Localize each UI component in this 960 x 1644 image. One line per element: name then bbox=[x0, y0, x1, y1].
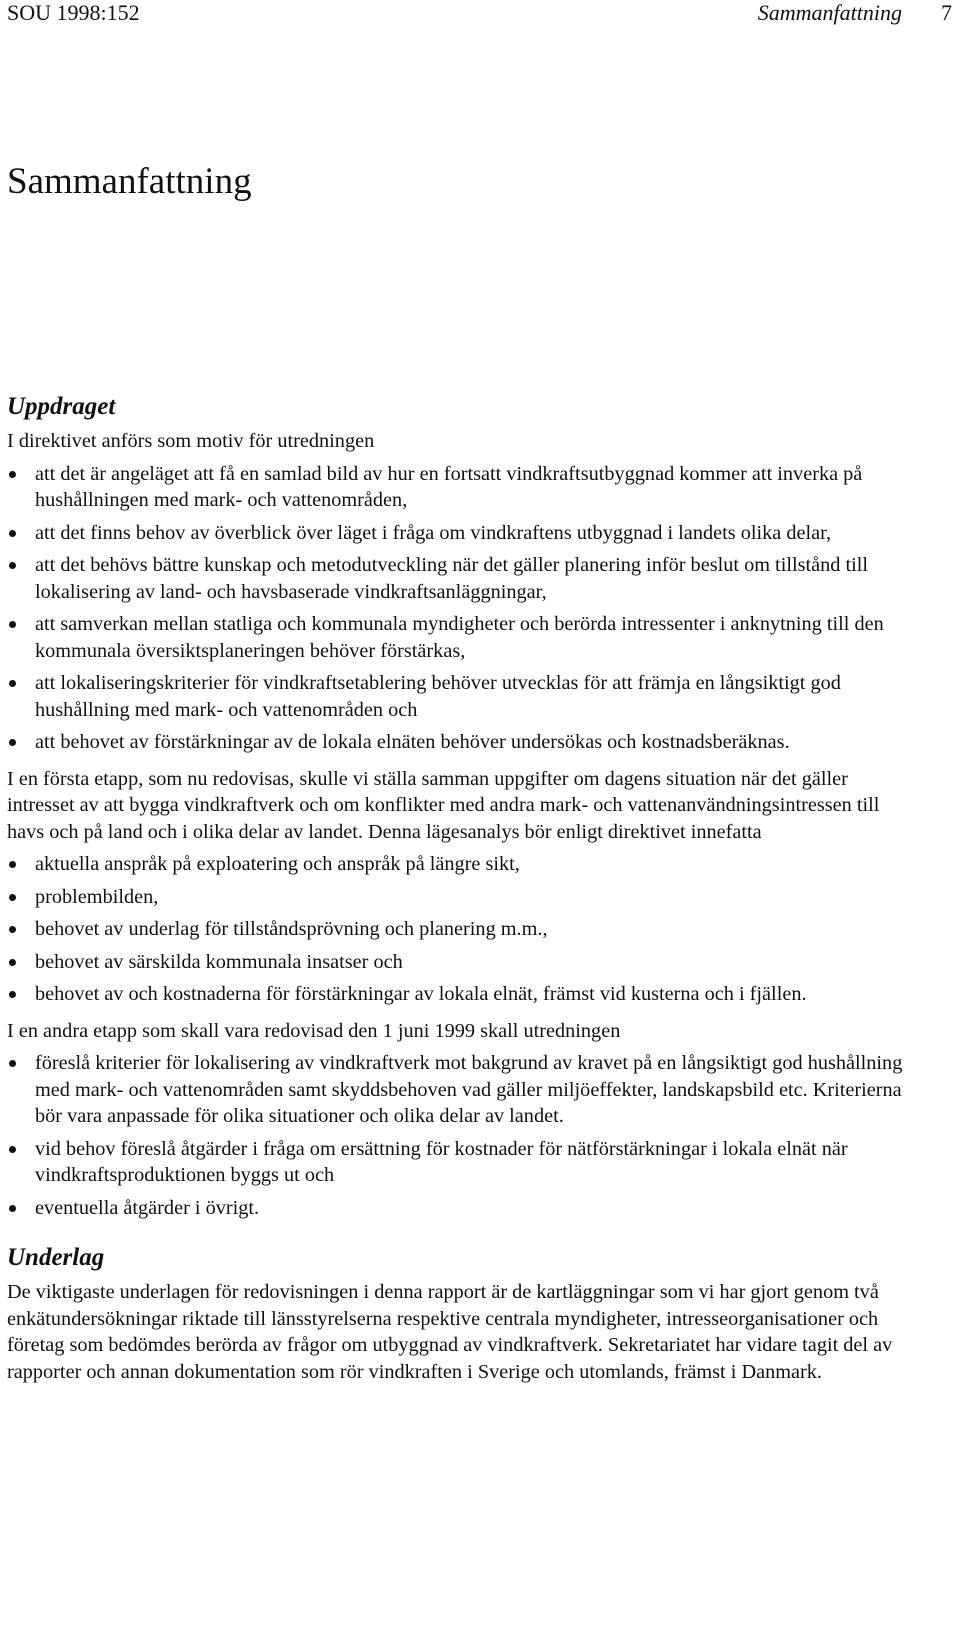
stage-one-list bbox=[7, 851, 912, 1008]
page-title: Sammanfattning bbox=[7, 161, 252, 202]
running-section-title: Sammanfattning bbox=[757, 0, 902, 25]
page-header bbox=[7, 0, 952, 30]
list-item: att samverkan mellan statliga och kommunala myndigheter och berörda intressenter i anknytning till den kommunala översiktsplaneringen behöver förstärkas, bbox=[7, 611, 912, 664]
list-item: behovet av och kostnaderna för förstärkningar av lokala elnät, främst vid kusterna och i fjällen. bbox=[7, 981, 912, 1008]
page-number: 7 bbox=[941, 0, 952, 25]
list-item: att det finns behov av överblick över läget i fråga om vindkraftens utbyggnad i landets olika delar, bbox=[7, 520, 912, 547]
section-heading-underlag: Underlag bbox=[7, 1244, 105, 1271]
list-item: att lokaliseringskriterier för vindkraftsetablering behöver utvecklas för att främja en långsiktigt god hushållning med mark- och vattenområden och bbox=[7, 670, 912, 723]
list-item: vid behov föreslå åtgärder i fråga om ersättning för kostnader för nätförstärkningar i lokala elnät när vindkraftsproduktionen byggs ut och bbox=[7, 1136, 912, 1189]
intro-paragraph: I direktivet anförs som motiv för utredningen bbox=[7, 430, 375, 452]
main-content bbox=[7, 392, 912, 1391]
list-item: föreslå kriterier för lokalisering av vindkraftverk mot bakgrund av kravet på en långsiktigt god hushållning med mark- och vattenområden samt skyddsbehoven vad gäller miljöeffekter, landskapsbild etc. Kriterierna bör vara anpassade för olika situationer och olika delar av landet. bbox=[7, 1050, 912, 1130]
list-item: behovet av underlag för tillståndsprövning och planering m.m., bbox=[7, 916, 912, 943]
underlag-paragraph: De viktigaste underlagen för redovisningen i denna rapport är de kartläggningar som vi har gjort genom två enkätundersökningar riktade till länsstyrelserna respektive centrala myndigheter, intresseorganisationer och företag som bedömdes berörda av frågor om utbyggnad av vindkraftverk. Sekretariatet har vidare tagit del av rapporter och annan dokumentation som rör vindkraften i Sverige och utomlands, främst i Danmark. bbox=[7, 1281, 893, 1383]
stage-two-paragraph: I en andra etapp som skall vara redovisad den 1 juni 1999 skall utredningen bbox=[7, 1019, 621, 1042]
list-item: att det är angeläget att få en samlad bild av hur en fortsatt vindkraftsutbyggnad kommer att inverka på hushållningen med mark- och vattenområden, bbox=[7, 461, 912, 514]
stage-one-paragraph: I en första etapp, som nu redovisas, skulle vi ställa samman uppgifter om dagens situation när det gäller intresset av att bygga vindkraftverk och om konflikter med andra mark- och vattenanvändningsintressen till havs och på land och i olika delar av landet. Denna lägesanalys bör enligt direktivet innefatta bbox=[7, 767, 880, 843]
list-item: aktuella anspråk på exploatering och anspråk på längre sikt, bbox=[7, 851, 912, 878]
list-item: att det behövs bättre kunskap och metodutveckling när det gäller planering inför beslut om tillstånd till lokalisering av land- och havsbaserade vindkraftsanläggningar, bbox=[7, 552, 912, 605]
motive-list bbox=[7, 461, 912, 756]
section-heading-uppdraget: Uppdraget bbox=[7, 393, 116, 420]
list-item: problembilden, bbox=[7, 884, 912, 911]
stage-two-list bbox=[7, 1050, 912, 1221]
document-id: SOU 1998:152 bbox=[7, 0, 140, 25]
list-item: behovet av särskilda kommunala insatser och bbox=[7, 949, 912, 976]
list-item: att behovet av förstärkningar av de lokala elnäten behöver undersökas och kostnadsberäknas. bbox=[7, 729, 912, 756]
list-item: eventuella åtgärder i övrigt. bbox=[7, 1195, 912, 1222]
